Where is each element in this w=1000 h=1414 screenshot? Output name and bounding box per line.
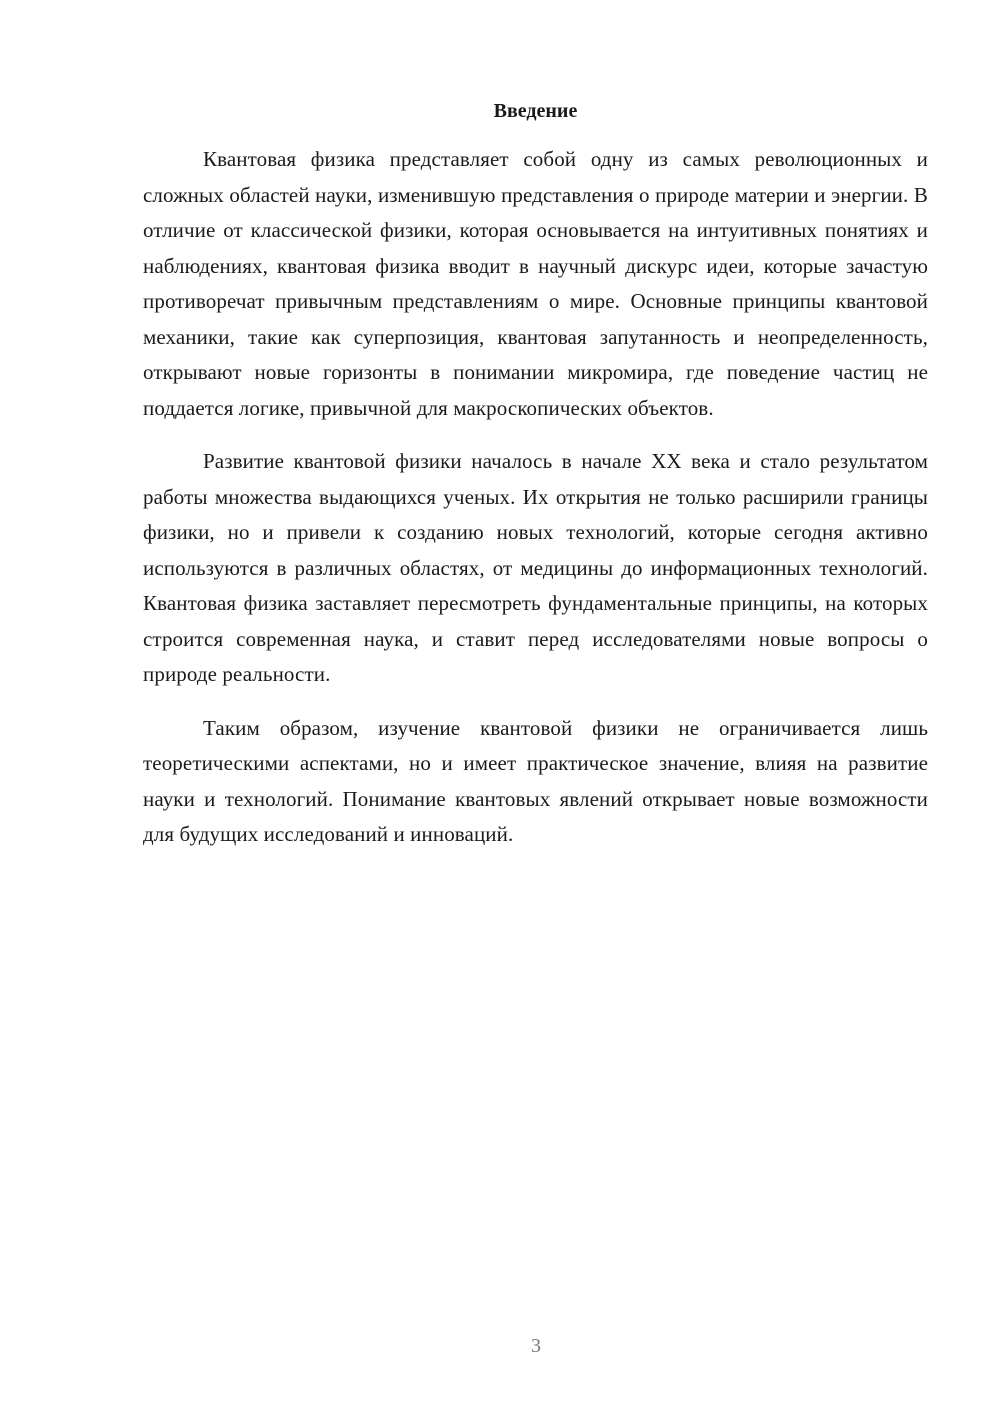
page-title: Введение bbox=[493, 100, 578, 122]
paragraph-3: Таким образом, изучение квантовой физики не ограничивается лишь теоретическими аспектами, но и имеет практическое значение, влияя на развитие науки и технологий. Понимание квантовых явлений открывает новые возможности для будущих исследований и инноваций. bbox=[143, 715, 928, 846]
paragraph-2: Развитие квантовой физики началось в начале XX века и стало результатом работы множества выдающихся ученых. Их открытия не только расширили границы физики, но и привели к созданию новых технологий, которые сегодня активно используются в различных областях, от медицины до информационных технологий. Квантовая физика заставляет пересмотреть фундаментальные принципы, на которых строится современная наука, и ставит перед исследователями новые вопросы о природе реальности. bbox=[143, 449, 928, 686]
paragraph-1: Квантовая физика представляет собой одну из самых революционных и сложных областей науки, изменившую представления о природе материи и энергии. В отличие от классической физики, которая основывается на интуитивных понятиях и наблюдениях, квантовая физика вводит в научный дискурс идеи, которые зачастую противоречат привычным представлениям о мире. Основные принципы квантовой механики, такие как суперпозиция, квантовая запутанность и неопределенность, открывают новые горизонты в понимании микромира, где поведение частиц не поддается логике, привычной для макроскопических объектов. bbox=[143, 147, 928, 420]
page-number: 3 bbox=[531, 1335, 541, 1357]
body-text bbox=[143, 142, 928, 871]
